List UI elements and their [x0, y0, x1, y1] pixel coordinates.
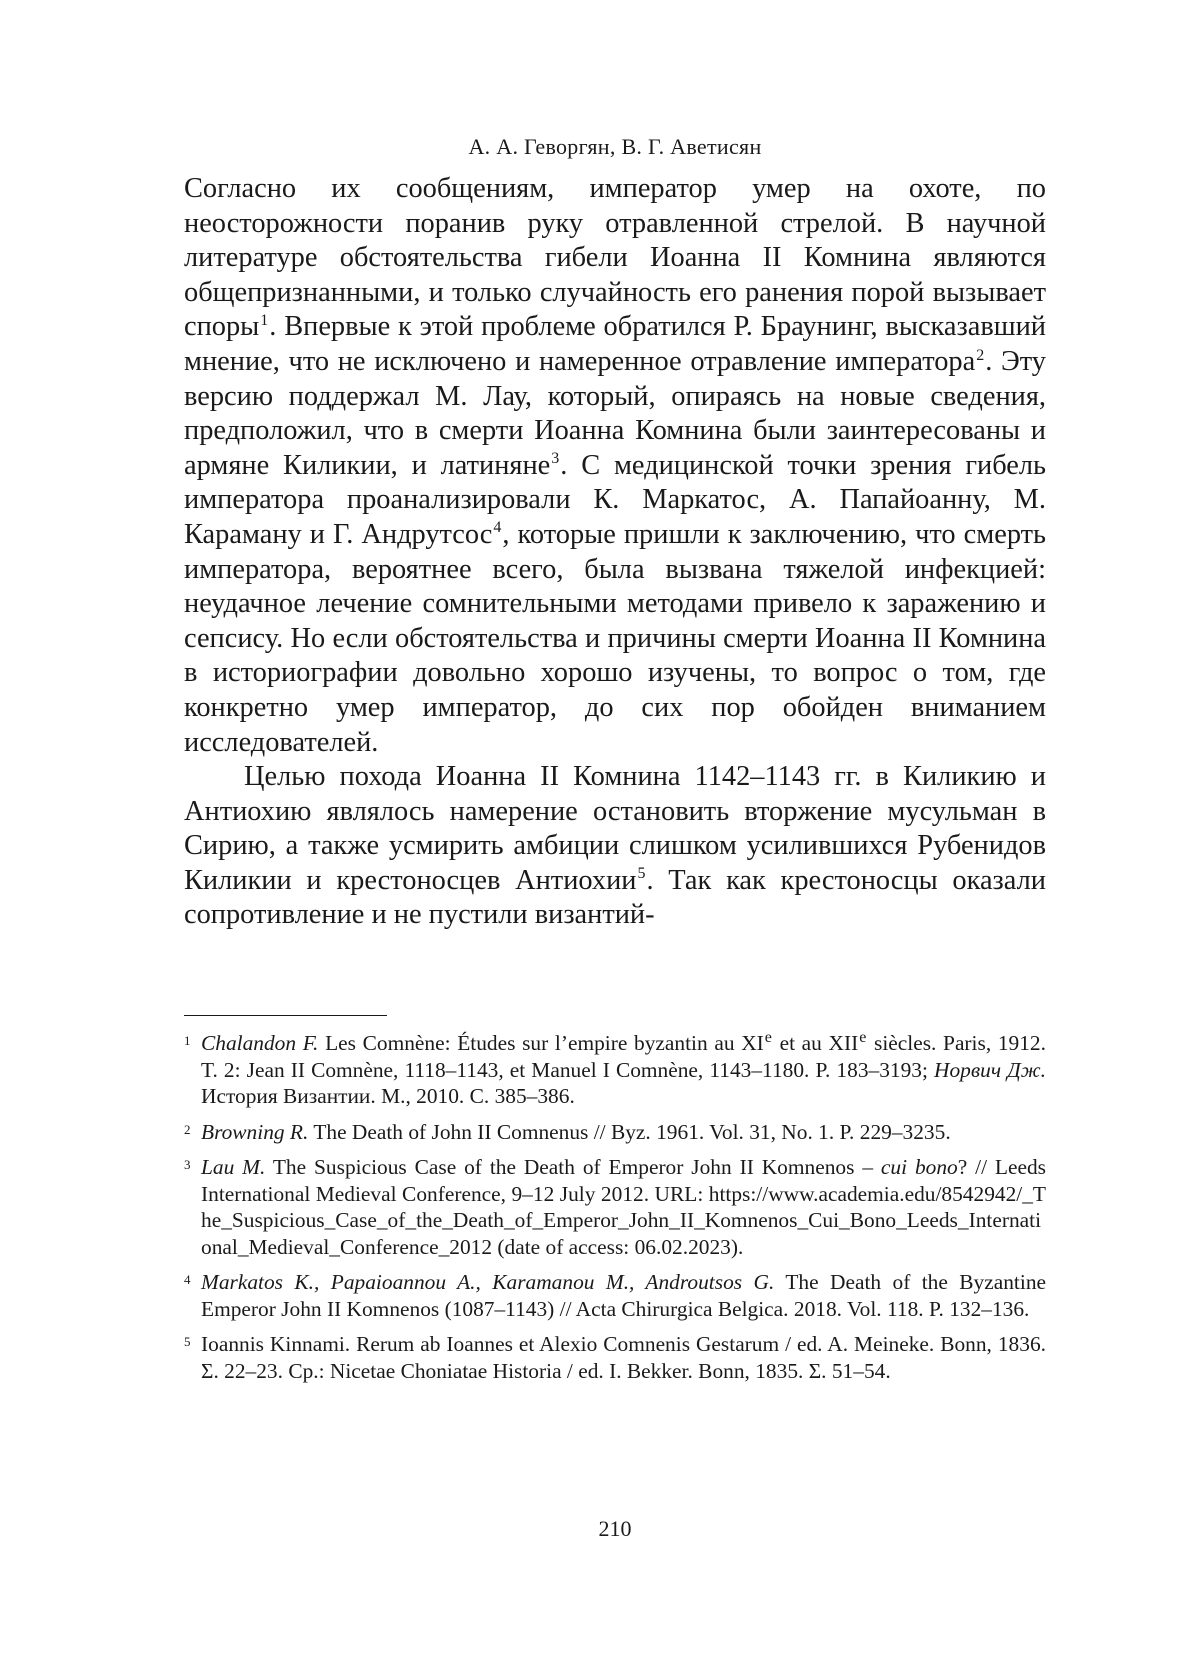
running-header: А. А. Геворгян, В. Г. Аветисян [468, 134, 762, 159]
text-segment: Целью похода Иоанна II Комнина 1142–1143 гг. в Киликию и Антиохию являлось намерение остановить вторжение мусульман в Сирию, а также усмирить амбиции слишком усилившихся Рубенидов Киликии и крестоносцев Антиохии [184, 761, 1046, 896]
text-segment: . Впервые к этой проблеме обратился Р. Браунинг, высказавший мнение, что не исключено и намеренное отравление императора [184, 311, 1046, 377]
citation-text: siècles. Paris, 1912. T. 2: Jean II Comnène, 1118–1143, et Manuel I Comnène, 1143–1180. P. 183–3193; [201, 1031, 1046, 1082]
footnote-separator [184, 1015, 387, 1016]
footnote-ref-2[interactable]: 2 [976, 346, 985, 364]
footnote-number: 1 [184, 1033, 191, 1048]
document-page [184, 0, 1046, 1671]
paragraph-1 [184, 172, 1046, 760]
footnote-5 [184, 1331, 1046, 1384]
footnote-number: 3 [184, 1157, 191, 1172]
text-segment: . С медицинской точки зрения гибель императора проанализировали К. Маркатос, А. Папайоанну, М. Караману и Г. Андрутсос [184, 449, 1046, 550]
citation-text: The Death of the Byzantine Emperor John II Komnenos (1087–1143) // Acta Chirurgica Belgica. 2018. Vol. 118. P. 132–136. [201, 1270, 1047, 1321]
superscript: e [859, 1028, 867, 1046]
footnote-text [201, 1120, 951, 1144]
citation-url-link[interactable]: https://www.academia.edu/8542942/_The_Suspicious_Case_of_the_Death_of_Emperor_John_II_Komnenos_Cui_Bono_Leeds_International_Medieval_Conference_2012 [201, 1181, 1046, 1259]
text-segment: . Так как крестоносцы оказали сопротивление и не пустили византий- [184, 864, 1046, 931]
text-segment: , которые пришли к заключению, что смерть императора, вероятнее всего, была вызвана тяжелой инфекцией: неудачное лечение сомнительными методами привело к заражению и сепсису. Но если обстоятельства и причины смерти Иоанна II Комнина в историографии довольно хорошо изучены, то вопрос о том, где конкретно умер император, до сих пор обойден вниманием исследователей. [184, 518, 1046, 758]
superscript: e [764, 1028, 772, 1046]
footnote-text [201, 1155, 1046, 1259]
italic-phrase: cui bono [880, 1155, 958, 1179]
author-name: Browning R. [201, 1119, 309, 1144]
footnote-ref-3[interactable]: 3 [551, 450, 560, 468]
footnote-ref-4[interactable]: 4 [493, 519, 502, 537]
footnote-number: 5 [184, 1334, 191, 1349]
citation-text: The Suspicious Case of the Death of Emperor John II Komnenos – [265, 1155, 881, 1179]
footnote-ref-1[interactable]: 1 [260, 311, 269, 329]
citation-text: The Death of John II Comnenus // Byz. 1961. Vol. 31, No. 1. P. 229–3235. [308, 1119, 951, 1144]
citation-text: (date of access: 06.02.2023). [492, 1234, 744, 1259]
citation-text: Les Comnène: Études sur l’empire byzantin au XI [318, 1031, 764, 1055]
footnote-ref-5[interactable]: 5 [637, 865, 646, 883]
citation-text: Ioannis Kinnami. Rerum ab Ioannes et Alexio Comnenis Gestarum / ed. A. Meineke. Bonn, 1836. Σ. 22–23. Ср.: Nicetae Choniatae Historia / ed. I. Bekker. Bonn, 1835. Σ. 51–54. [201, 1332, 1046, 1383]
footnote-text [201, 1332, 1046, 1383]
footnote-2 [184, 1119, 1046, 1146]
text-segment: Согласно их сообщениям, император умер на охоте, по неосторожности поранив руку отравленной стрелой. В научной литературе обстоятельства гибели Иоанна II Комнина являются общепризнанными, и только случайность его ранения порой вызывает споры [184, 173, 1046, 343]
page-number: 210 [598, 1516, 632, 1541]
author-name: Chalandon F. [201, 1031, 319, 1055]
citation-text: et au XII [772, 1031, 859, 1055]
footnote-text [201, 1270, 1046, 1321]
footnote-text [201, 1028, 1046, 1108]
footnote-3 [184, 1154, 1046, 1260]
author-name: Норвич Дж. [934, 1057, 1046, 1082]
author-name: Markatos K., Papaioannou A., Karamanou M., Androutsos G. [201, 1270, 775, 1294]
author-name: Lau M. [201, 1155, 266, 1179]
footnotes-section [184, 1030, 1046, 1393]
footnote-number: 4 [184, 1272, 191, 1287]
paragraph-2 [184, 760, 1046, 933]
footnote-4 [184, 1269, 1046, 1322]
main-text [184, 172, 1046, 933]
citation-text: ? // Leeds International Medieval Conference, 9–12 July 2012. URL: [201, 1155, 1046, 1206]
citation-text: История Византии. М., 2010. С. 385–386. [201, 1084, 575, 1108]
text-segment: . Эту версию поддержал М. Лау, который, опираясь на новые сведения, предположил, что в смерти Иоанна Комнина были заинтересованы и армяне Киликии, и латиняне [184, 345, 1046, 481]
footnote-1 [184, 1030, 1046, 1110]
footnote-number: 2 [184, 1121, 191, 1137]
